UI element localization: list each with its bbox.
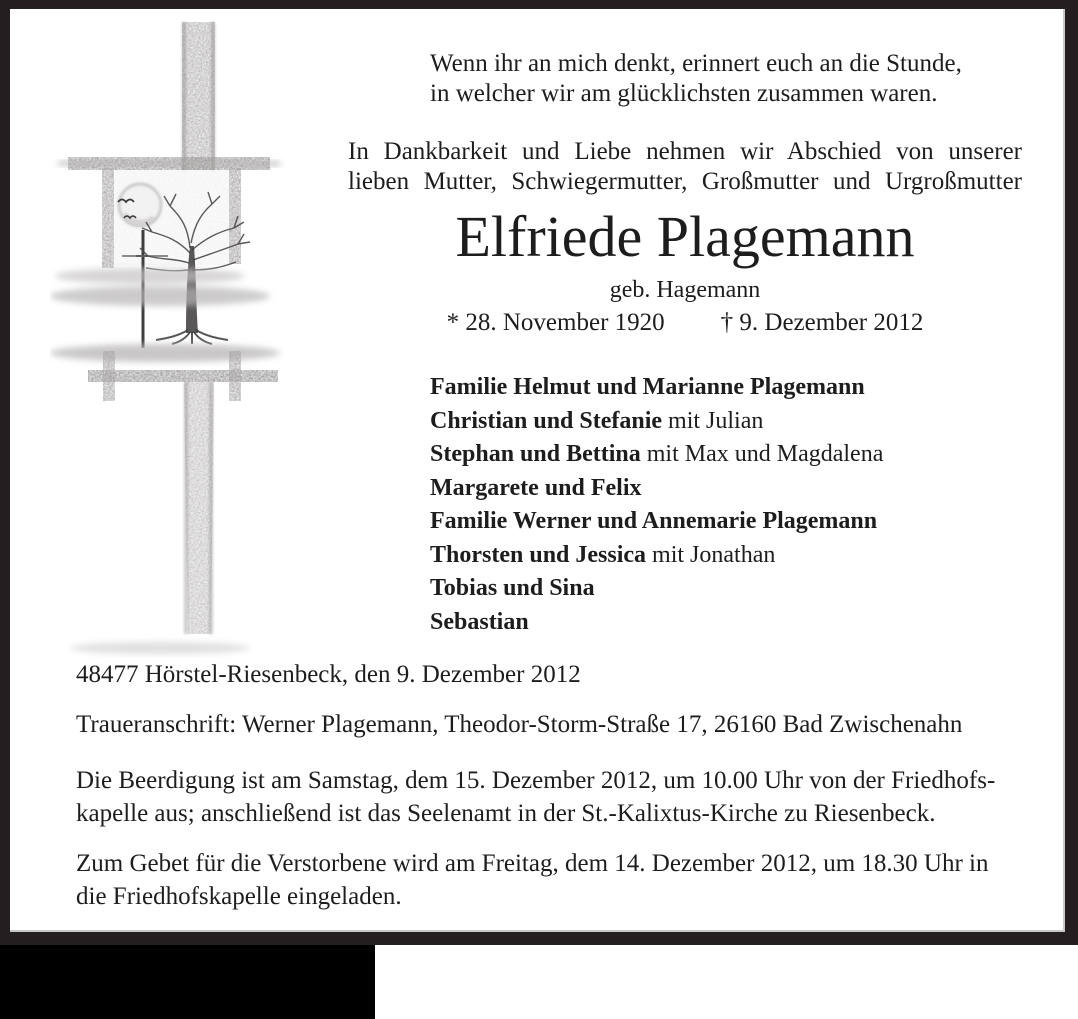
mourner-line: Stephan und Bettina mit Max und Magdalena	[430, 441, 884, 467]
deceased-name: Elfriede Plagemann	[455, 204, 915, 269]
intro-line: lieben Mutter, Schwiegermutter, Großmutter und Urgroßmutter	[348, 168, 1022, 195]
death-date: † 9. Dezember 2012	[720, 309, 924, 336]
prayer-line: die Friedhofskapelle eingeladen.	[76, 882, 402, 910]
mourner-line: Familie Werner und Annemarie Plagemann	[430, 508, 878, 534]
quote-line: Wenn ihr an mich denkt, erinnert euch an die Stunde,	[430, 50, 962, 77]
mourners-list	[430, 371, 883, 639]
cross-and-tree-illustration-icon	[50, 18, 285, 658]
memorial-quote	[430, 49, 962, 109]
funeral-info-paragraph	[76, 765, 995, 830]
funeral-line: Die Beerdigung ist am Samstag, dem 15. Dezember 2012, um 10.00 Uhr von der Friedhofs-	[76, 767, 996, 794]
quote-line: in welcher wir am glücklichsten zusammen waren.	[430, 80, 938, 107]
prayer-info-paragraph	[76, 848, 989, 913]
funeral-line: kapelle aus; anschließend ist das Seelenamt in der St.-Kalixtus-Kirche zu Riesenbeck.	[76, 799, 936, 827]
mourner-line: Tobias und Sina	[430, 575, 595, 601]
mourner-line: Sebastian	[430, 608, 529, 635]
condolence-address-line: Traueranschrift: Werner Plagemann, Theodor-Storm-Straße 17, 26160 Bad Zwischenahn	[76, 711, 963, 738]
place-date-line: 48477 Hörstel-Riesenbeck, den 9. Dezember 2012	[76, 661, 581, 688]
mourner-line: Thorsten und Jessica mit Jonathan	[430, 541, 776, 568]
maiden-name: geb. Hagemann	[609, 277, 761, 303]
black-redaction-block	[0, 945, 375, 1019]
prayer-line: Zum Gebet für die Verstorbene wird am Freitag, dem 14. Dezember 2012, um 18.30 Uhr in	[76, 850, 989, 877]
mourner-line: Christian und Stefanie mit Julian	[430, 407, 764, 434]
intro-line: In Dankbarkeit und Liebe nehmen wir Abschied von unserer	[348, 138, 1022, 165]
birth-date: * 28. November 1920	[446, 309, 665, 336]
mourner-line: Margarete und Felix	[430, 474, 642, 501]
intro-paragraph	[348, 137, 1022, 197]
mourner-line: Familie Helmut und Marianne Plagemann	[430, 374, 865, 400]
life-dates	[348, 309, 1022, 337]
